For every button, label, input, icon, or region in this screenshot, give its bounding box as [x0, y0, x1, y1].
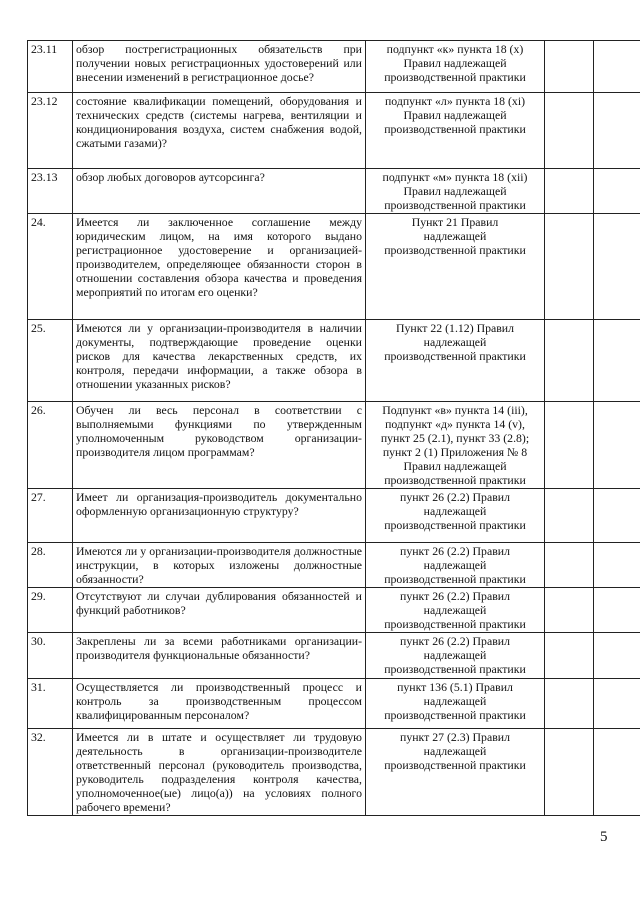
row-reference — [366, 543, 545, 588]
row-reference — [366, 729, 545, 816]
row-note-cell — [594, 543, 640, 588]
row-number — [28, 729, 73, 816]
row-reference-text: пункт 26 (2.2) Правил надлежащей производственной практики — [384, 589, 526, 631]
row-number — [28, 679, 73, 729]
row-number-text: 23.11 — [31, 42, 58, 56]
row-question-text: Отсутствуют ли случаи дублирования обязанностей и функций работников? — [76, 589, 362, 617]
row-reference-text: Пункт 21 Правил надлежащей производственной практики — [384, 215, 526, 257]
row-question — [73, 93, 366, 169]
row-number-text: 28. — [31, 544, 46, 558]
row-reference — [366, 41, 545, 93]
row-number-text: 24. — [31, 215, 46, 229]
row-question-text: Закреплены ли за всеми работниками организации-производителя функциональные обязанности? — [76, 634, 362, 662]
row-question — [73, 588, 366, 633]
row-note-cell — [594, 588, 640, 633]
row-number-text: 30. — [31, 634, 46, 648]
table-row — [28, 320, 640, 402]
row-answer-cell — [545, 41, 594, 93]
table-row — [28, 679, 640, 729]
row-note-cell — [594, 489, 640, 543]
row-answer-cell — [545, 214, 594, 320]
row-answer-cell — [545, 633, 594, 679]
row-reference — [366, 489, 545, 543]
row-question-text: Имеется ли заключенное соглашение между юридическим лицом, на имя которого выдано регистрационное удостоверение и организацией-производителем, определяющее обязанности сторон в отношении составления обзора качества и проведения мероприятий по итогам его оценки? — [76, 215, 362, 299]
row-question-text: Имеет ли организация-производитель документально оформленную организационную структуру? — [76, 490, 362, 518]
row-answer-cell — [545, 93, 594, 169]
checklist-body — [28, 41, 640, 816]
row-question — [73, 543, 366, 588]
row-number — [28, 41, 73, 93]
row-reference — [366, 214, 545, 320]
row-question — [73, 402, 366, 489]
row-number-text: 27. — [31, 490, 46, 504]
row-number-text: 31. — [31, 680, 46, 694]
table-row — [28, 489, 640, 543]
table-row — [28, 729, 640, 816]
row-number-text: 32. — [31, 730, 46, 744]
row-answer-cell — [545, 402, 594, 489]
row-number-text: 23.13 — [31, 170, 58, 184]
row-answer-cell — [545, 679, 594, 729]
row-reference — [366, 169, 545, 214]
row-answer-cell — [545, 588, 594, 633]
row-question — [73, 169, 366, 214]
row-reference-text: пункт 26 (2.2) Правил надлежащей производственной практики — [384, 634, 526, 676]
row-note-cell — [594, 402, 640, 489]
table-row — [28, 93, 640, 169]
table-row — [28, 214, 640, 320]
row-question — [73, 41, 366, 93]
row-note-cell — [594, 679, 640, 729]
row-reference — [366, 93, 545, 169]
row-note-cell — [594, 214, 640, 320]
row-answer-cell — [545, 320, 594, 402]
row-reference — [366, 679, 545, 729]
row-reference-text: подпункт «м» пункта 18 (xii) Правил надлежащей производственной практики — [382, 170, 528, 212]
row-reference-text: подпункт «л» пункта 18 (xi) Правил надлежащей производственной практики — [384, 94, 526, 136]
row-reference-text: подпункт «к» пункта 18 (x) Правил надлежащей производственной практики — [384, 42, 526, 84]
row-reference-text: Подпункт «в» пункта 14 (iii), подпункт «д» пункта 14 (v), пункт 25 (2.1), пункт 33 (2.8); пункт 2 (1) Приложения № 8 Правил надлежащей производственной практики — [380, 403, 530, 487]
row-reference — [366, 402, 545, 489]
row-note-cell — [594, 320, 640, 402]
row-question — [73, 679, 366, 729]
row-question — [73, 214, 366, 320]
row-question-text: Осуществляется ли производственный процесс и контроль за производственным процессом квалифицированным персоналом? — [76, 680, 362, 722]
row-question-text: Имеются ли у организации-производителя в наличии документы, подтверждающие проведение оценки рисков для качества лекарственных средств, их контроля, передачи информации, а также обзора в отношении указанных рисков? — [76, 321, 362, 391]
row-answer-cell — [545, 729, 594, 816]
row-question-text: состояние квалификации помещений, оборудования и технических средств (системы нагрева, вентиляции и кондиционирования воздуха, систем снабжения водой, сжатыми газами)? — [76, 94, 362, 150]
row-number-text: 26. — [31, 403, 46, 417]
row-reference-text: пункт 26 (2.2) Правил надлежащей производственной практики — [384, 544, 526, 586]
row-answer-cell — [545, 543, 594, 588]
table-row — [28, 543, 640, 588]
row-reference-text: пункт 27 (2.3) Правил надлежащей производственной практики — [384, 730, 526, 772]
row-number-text: 25. — [31, 321, 46, 335]
row-number — [28, 320, 73, 402]
row-number — [28, 588, 73, 633]
row-number — [28, 402, 73, 489]
table-row — [28, 402, 640, 489]
row-number-text: 23.12 — [31, 94, 58, 108]
row-answer-cell — [545, 169, 594, 214]
row-question — [73, 633, 366, 679]
row-note-cell — [594, 93, 640, 169]
row-question-text: обзор пострегистрационных обязательств при получении новых регистрационных удостоверений или внесении изменений в регистрационное досье? — [76, 42, 362, 84]
row-note-cell — [594, 41, 640, 93]
table-row — [28, 588, 640, 633]
page-number: 5 — [600, 829, 608, 845]
row-question — [73, 729, 366, 816]
row-note-cell — [594, 169, 640, 214]
row-reference — [366, 588, 545, 633]
row-reference-text: пункт 26 (2.2) Правил надлежащей производственной практики — [384, 490, 526, 532]
row-number — [28, 489, 73, 543]
row-note-cell — [594, 729, 640, 816]
row-question-text: Имеются ли у организации-производителя должностные инструкции, в которых изложены должностные обязанности? — [76, 544, 362, 586]
row-reference — [366, 320, 545, 402]
row-question-text: Имеется ли в штате и осуществляет ли трудовую деятельность в организации-производителе ответственный персонал (руководитель производства, руководитель подразделения контроля качества, уполномоченное(ые) лицо(а)) на условиях полного рабочего времени? — [76, 730, 362, 814]
table-row — [28, 41, 640, 93]
row-number — [28, 93, 73, 169]
row-reference-text: пункт 136 (5.1) Правил надлежащей производственной практики — [384, 680, 526, 722]
row-answer-cell — [545, 489, 594, 543]
row-number-text: 29. — [31, 589, 46, 603]
table-row — [28, 169, 640, 214]
checklist-table — [27, 40, 640, 816]
table-row — [28, 633, 640, 679]
row-question — [73, 320, 366, 402]
row-reference-text: Пункт 22 (1.12) Правил надлежащей производственной практики — [384, 321, 526, 363]
row-note-cell — [594, 633, 640, 679]
row-question — [73, 489, 366, 543]
row-number — [28, 214, 73, 320]
row-reference — [366, 633, 545, 679]
row-question-text: Обучен ли весь персонал в соответствии с выполняемыми функциями по утвержденным уполномоченным руководством организации-производителя лицом программам? — [76, 403, 362, 459]
row-number — [28, 169, 73, 214]
row-question-text: обзор любых договоров аутсорсинга? — [76, 170, 265, 184]
row-number — [28, 543, 73, 588]
row-number — [28, 633, 73, 679]
